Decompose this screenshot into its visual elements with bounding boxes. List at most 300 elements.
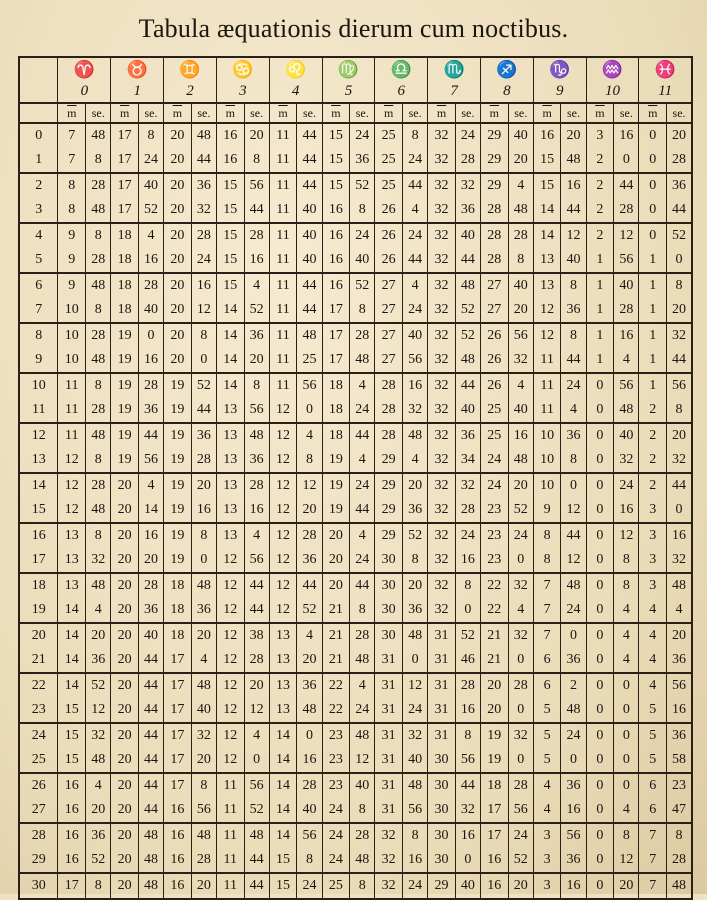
- minutes-cell: 2: [639, 448, 667, 473]
- minutes-cell: 14: [216, 323, 244, 348]
- minutes-cell: 0: [639, 223, 667, 248]
- minutes-cell: 29: [375, 448, 403, 473]
- minutes-cell: 32: [375, 848, 403, 873]
- minutes-cell: 17: [480, 798, 508, 823]
- minutes-cell: 23: [480, 548, 508, 573]
- seconds-cell: 52: [191, 373, 216, 398]
- minutes-cell: 20: [164, 198, 192, 223]
- seconds-cell: 20: [614, 873, 639, 899]
- seconds-cell: 28: [614, 198, 639, 223]
- seconds-cell: 28: [614, 298, 639, 323]
- seconds-cell: 36: [86, 648, 111, 673]
- day-number: 20: [19, 623, 58, 648]
- seconds-cell: 32: [86, 723, 111, 748]
- seconds-cell: 48: [191, 673, 216, 698]
- sign-number: 5: [322, 80, 375, 103]
- minutes-cell: 1: [639, 273, 667, 298]
- minutes-cell: 11: [269, 248, 297, 273]
- seconds-cell: 20: [297, 648, 322, 673]
- minutes-cell: 20: [164, 273, 192, 298]
- minutes-cell: 11: [216, 823, 244, 848]
- minutes-cell: 12: [216, 673, 244, 698]
- seconds-cell: 56: [508, 323, 533, 348]
- minutes-cell: 19: [480, 723, 508, 748]
- seconds-cell: 8: [667, 398, 692, 423]
- seconds-cell: 16: [508, 423, 533, 448]
- minutes-cell: 20: [111, 573, 139, 598]
- seconds-cell: 40: [138, 173, 163, 198]
- minutes-cell: 32: [428, 423, 456, 448]
- day-number: 17: [19, 548, 58, 573]
- minutes-cell: 32: [428, 148, 456, 173]
- seconds-cell: 20: [508, 873, 533, 899]
- seconds-cell: 56: [561, 823, 586, 848]
- seconds-cell: 36: [403, 498, 428, 523]
- seconds-cell: 20: [191, 748, 216, 773]
- minutes-cell: 32: [428, 248, 456, 273]
- minutes-cell: 11: [216, 848, 244, 873]
- sign-symbol: ♒: [586, 57, 639, 80]
- day-number: 7: [19, 298, 58, 323]
- minutes-cell: 17: [111, 148, 139, 173]
- seconds-cell: 8: [614, 573, 639, 598]
- minutes-cell: 19: [322, 473, 350, 498]
- unit-minutes-label: $\overline{m}$: [111, 103, 139, 123]
- minutes-cell: 32: [428, 548, 456, 573]
- seconds-cell: 36: [138, 398, 163, 423]
- minutes-cell: 20: [111, 523, 139, 548]
- minutes-cell: 16: [480, 848, 508, 873]
- minutes-cell: 28: [480, 248, 508, 273]
- table-row: [19, 473, 692, 498]
- table-row: [19, 598, 692, 623]
- minutes-cell: 12: [216, 573, 244, 598]
- day-number: 22: [19, 673, 58, 698]
- minutes-cell: 20: [111, 548, 139, 573]
- minutes-cell: 0: [586, 423, 614, 448]
- seconds-cell: 16: [244, 498, 269, 523]
- seconds-cell: 16: [614, 123, 639, 148]
- table-row: [19, 548, 692, 573]
- minutes-cell: 19: [111, 423, 139, 448]
- minutes-cell: 18: [322, 423, 350, 448]
- minutes-cell: 18: [164, 598, 192, 623]
- minutes-cell: 9: [58, 273, 86, 298]
- seconds-cell: 8: [350, 798, 375, 823]
- seconds-cell: 4: [138, 223, 163, 248]
- minutes-cell: 12: [269, 423, 297, 448]
- minutes-cell: 32: [428, 448, 456, 473]
- seconds-cell: 48: [191, 123, 216, 148]
- minutes-cell: 24: [322, 848, 350, 873]
- seconds-cell: 8: [455, 723, 480, 748]
- minutes-cell: 8: [533, 523, 561, 548]
- unit-minutes-label: $\overline{m}$: [216, 103, 244, 123]
- seconds-cell: 8: [191, 323, 216, 348]
- seconds-cell: 8: [350, 873, 375, 899]
- minutes-cell: 30: [375, 598, 403, 623]
- minutes-cell: 32: [428, 298, 456, 323]
- seconds-cell: 48: [403, 623, 428, 648]
- minutes-cell: 0: [586, 473, 614, 498]
- seconds-cell: 48: [138, 823, 163, 848]
- minutes-cell: 0: [586, 698, 614, 723]
- seconds-cell: 0: [614, 148, 639, 173]
- day-number: 15: [19, 498, 58, 523]
- minutes-cell: 13: [269, 648, 297, 673]
- minutes-cell: 30: [428, 773, 456, 798]
- seconds-cell: 28: [508, 223, 533, 248]
- sign-number: 10: [586, 80, 639, 103]
- minutes-cell: 19: [164, 373, 192, 398]
- seconds-cell: 44: [244, 873, 269, 899]
- minutes-cell: 11: [269, 173, 297, 198]
- seconds-cell: 24: [455, 523, 480, 548]
- minutes-cell: 0: [639, 123, 667, 148]
- seconds-cell: 36: [297, 548, 322, 573]
- minutes-cell: 21: [480, 648, 508, 673]
- unit-minutes-label: $\overline{m}$: [375, 103, 403, 123]
- minutes-cell: 2: [586, 223, 614, 248]
- minutes-cell: 10: [533, 423, 561, 448]
- minutes-cell: 17: [164, 773, 192, 798]
- seconds-cell: 8: [561, 323, 586, 348]
- seconds-cell: 48: [86, 273, 111, 298]
- seconds-cell: 36: [244, 448, 269, 473]
- minutes-cell: 29: [375, 498, 403, 523]
- seconds-cell: 36: [667, 723, 692, 748]
- minutes-cell: 7: [533, 598, 561, 623]
- corner-cell: [19, 80, 58, 103]
- minutes-cell: 3: [533, 873, 561, 899]
- seconds-cell: 16: [667, 698, 692, 723]
- seconds-cell: 40: [403, 323, 428, 348]
- minutes-cell: 12: [216, 698, 244, 723]
- minutes-cell: 31: [375, 698, 403, 723]
- minutes-cell: 20: [322, 548, 350, 573]
- table-row: [19, 248, 692, 273]
- table-row: [19, 573, 692, 598]
- minutes-cell: 14: [269, 723, 297, 748]
- minutes-cell: 16: [216, 123, 244, 148]
- minutes-cell: 10: [533, 473, 561, 498]
- minutes-cell: 1: [586, 298, 614, 323]
- minutes-cell: 0: [586, 523, 614, 548]
- minutes-cell: 15: [216, 248, 244, 273]
- minutes-cell: 30: [428, 798, 456, 823]
- seconds-cell: 12: [297, 473, 322, 498]
- minutes-cell: 25: [375, 173, 403, 198]
- minutes-cell: 4: [639, 648, 667, 673]
- seconds-cell: 16: [614, 498, 639, 523]
- seconds-cell: 28: [191, 223, 216, 248]
- minutes-cell: 32: [428, 323, 456, 348]
- minutes-cell: 13: [58, 548, 86, 573]
- seconds-cell: 32: [508, 573, 533, 598]
- seconds-cell: 36: [297, 673, 322, 698]
- minutes-cell: 20: [164, 123, 192, 148]
- seconds-cell: 36: [667, 173, 692, 198]
- seconds-cell: 20: [667, 123, 692, 148]
- minutes-cell: 12: [216, 648, 244, 673]
- minutes-cell: 11: [269, 273, 297, 298]
- seconds-cell: 36: [561, 648, 586, 673]
- seconds-cell: 4: [614, 348, 639, 373]
- day-number: 21: [19, 648, 58, 673]
- unit-minutes-label: $\overline{m}$: [480, 103, 508, 123]
- minutes-cell: 17: [322, 323, 350, 348]
- unit-minutes-label: $\overline{m}$: [428, 103, 456, 123]
- day-number: 29: [19, 848, 58, 873]
- minutes-cell: 31: [375, 773, 403, 798]
- seconds-cell: 24: [614, 473, 639, 498]
- seconds-cell: 40: [297, 198, 322, 223]
- table-row: [19, 523, 692, 548]
- table-row: [19, 273, 692, 298]
- seconds-cell: 12: [561, 498, 586, 523]
- minutes-cell: 13: [269, 623, 297, 648]
- seconds-cell: 48: [86, 573, 111, 598]
- seconds-cell: 8: [86, 448, 111, 473]
- table-row: [19, 398, 692, 423]
- minutes-cell: 27: [375, 323, 403, 348]
- minutes-cell: 20: [111, 798, 139, 823]
- seconds-cell: 44: [561, 348, 586, 373]
- seconds-cell: 8: [403, 123, 428, 148]
- seconds-cell: 12: [191, 298, 216, 323]
- minutes-cell: 13: [269, 673, 297, 698]
- seconds-cell: 8: [350, 598, 375, 623]
- minutes-cell: 27: [375, 298, 403, 323]
- day-number: 1: [19, 148, 58, 173]
- seconds-cell: 48: [508, 198, 533, 223]
- seconds-cell: 40: [508, 273, 533, 298]
- seconds-cell: 28: [508, 773, 533, 798]
- seconds-cell: 44: [244, 573, 269, 598]
- seconds-cell: 12: [561, 548, 586, 573]
- minutes-cell: 12: [269, 573, 297, 598]
- seconds-cell: 36: [667, 648, 692, 673]
- seconds-cell: 44: [350, 498, 375, 523]
- seconds-cell: 24: [350, 223, 375, 248]
- seconds-cell: 40: [455, 223, 480, 248]
- seconds-cell: 12: [614, 223, 639, 248]
- seconds-cell: 32: [667, 548, 692, 573]
- minutes-cell: 31: [428, 623, 456, 648]
- minutes-cell: 12: [216, 598, 244, 623]
- minutes-cell: 12: [269, 548, 297, 573]
- seconds-cell: 48: [561, 698, 586, 723]
- seconds-cell: 32: [508, 348, 533, 373]
- seconds-cell: 20: [508, 298, 533, 323]
- minutes-cell: 1: [639, 323, 667, 348]
- seconds-cell: 52: [667, 223, 692, 248]
- minutes-cell: 16: [58, 848, 86, 873]
- seconds-cell: 20: [297, 498, 322, 523]
- seconds-cell: 28: [191, 848, 216, 873]
- minutes-cell: 31: [375, 673, 403, 698]
- seconds-cell: 32: [614, 448, 639, 473]
- seconds-cell: 44: [138, 773, 163, 798]
- minutes-cell: 2: [639, 398, 667, 423]
- seconds-cell: 44: [455, 373, 480, 398]
- unit-minutes-label: $\overline{m}$: [586, 103, 614, 123]
- seconds-cell: 48: [86, 123, 111, 148]
- sign-symbol: ♎: [375, 57, 428, 80]
- seconds-cell: 24: [350, 123, 375, 148]
- minutes-cell: 26: [480, 348, 508, 373]
- seconds-cell: 28: [244, 223, 269, 248]
- seconds-cell: 4: [403, 273, 428, 298]
- seconds-cell: 28: [138, 373, 163, 398]
- day-number: 19: [19, 598, 58, 623]
- table-row: [19, 648, 692, 673]
- minutes-cell: 9: [58, 223, 86, 248]
- seconds-cell: 46: [455, 648, 480, 673]
- minutes-cell: 18: [111, 223, 139, 248]
- minutes-cell: 15: [216, 223, 244, 248]
- table-row: [19, 348, 692, 373]
- seconds-cell: 56: [244, 773, 269, 798]
- seconds-cell: 20: [86, 623, 111, 648]
- seconds-cell: 44: [667, 473, 692, 498]
- minutes-cell: 0: [586, 723, 614, 748]
- minutes-cell: 20: [111, 673, 139, 698]
- minutes-cell: 27: [375, 273, 403, 298]
- table-row: [19, 148, 692, 173]
- seconds-cell: 16: [561, 873, 586, 899]
- seconds-cell: 56: [297, 373, 322, 398]
- minutes-cell: 29: [375, 473, 403, 498]
- seconds-cell: 28: [191, 448, 216, 473]
- minutes-cell: 26: [480, 323, 508, 348]
- minutes-cell: 32: [428, 398, 456, 423]
- minutes-cell: 16: [322, 198, 350, 223]
- seconds-cell: 58: [667, 748, 692, 773]
- seconds-cell: 4: [86, 598, 111, 623]
- sign-number: 1: [111, 80, 164, 103]
- day-number: 26: [19, 773, 58, 798]
- minutes-cell: 24: [322, 823, 350, 848]
- minutes-cell: 20: [111, 748, 139, 773]
- minutes-cell: 0: [639, 198, 667, 223]
- minutes-cell: 15: [58, 723, 86, 748]
- minutes-cell: 20: [111, 773, 139, 798]
- seconds-cell: 56: [244, 173, 269, 198]
- day-number: 5: [19, 248, 58, 273]
- seconds-cell: 52: [86, 848, 111, 873]
- minutes-cell: 11: [216, 773, 244, 798]
- day-number: 8: [19, 323, 58, 348]
- seconds-cell: 28: [86, 248, 111, 273]
- unit-seconds-label: se.: [561, 103, 586, 123]
- minutes-cell: 22: [322, 673, 350, 698]
- minutes-cell: 17: [322, 348, 350, 373]
- seconds-cell: 28: [86, 173, 111, 198]
- minutes-cell: 30: [375, 573, 403, 598]
- seconds-cell: 32: [403, 398, 428, 423]
- minutes-cell: 9: [533, 498, 561, 523]
- seconds-cell: 56: [138, 448, 163, 473]
- minutes-cell: 16: [322, 273, 350, 298]
- seconds-cell: 0: [614, 698, 639, 723]
- sign-symbol: ♉: [111, 57, 164, 80]
- seconds-cell: 8: [86, 298, 111, 323]
- minutes-cell: 14: [269, 823, 297, 848]
- minutes-cell: 15: [269, 848, 297, 873]
- seconds-cell: 44: [667, 198, 692, 223]
- seconds-cell: 24: [403, 698, 428, 723]
- minutes-cell: 31: [428, 698, 456, 723]
- minutes-cell: 13: [216, 498, 244, 523]
- minutes-cell: 13: [216, 448, 244, 473]
- minutes-cell: 30: [428, 848, 456, 873]
- seconds-cell: 40: [191, 698, 216, 723]
- minutes-cell: 28: [375, 373, 403, 398]
- minutes-cell: 7: [639, 823, 667, 848]
- minutes-cell: 0: [639, 148, 667, 173]
- minutes-cell: 23: [322, 723, 350, 748]
- unit-seconds-label: se.: [191, 103, 216, 123]
- minutes-cell: 3: [639, 523, 667, 548]
- minutes-cell: 11: [269, 198, 297, 223]
- seconds-cell: 12: [350, 748, 375, 773]
- seconds-cell: 40: [614, 423, 639, 448]
- seconds-cell: 24: [561, 598, 586, 623]
- sign-number: 6: [375, 80, 428, 103]
- minutes-cell: 13: [533, 273, 561, 298]
- minutes-cell: 12: [58, 498, 86, 523]
- seconds-cell: 0: [667, 498, 692, 523]
- minutes-cell: 17: [164, 673, 192, 698]
- seconds-cell: 36: [138, 598, 163, 623]
- seconds-cell: 28: [86, 323, 111, 348]
- minutes-cell: 26: [375, 248, 403, 273]
- day-number: 28: [19, 823, 58, 848]
- seconds-cell: 36: [455, 423, 480, 448]
- seconds-cell: 36: [403, 598, 428, 623]
- seconds-cell: 4: [403, 448, 428, 473]
- seconds-cell: 40: [350, 773, 375, 798]
- minutes-cell: 0: [586, 498, 614, 523]
- seconds-cell: 28: [86, 398, 111, 423]
- minutes-cell: 11: [269, 223, 297, 248]
- unit-seconds-label: se.: [403, 103, 428, 123]
- minutes-cell: 3: [533, 848, 561, 873]
- minutes-cell: 12: [533, 298, 561, 323]
- seconds-cell: 24: [138, 148, 163, 173]
- seconds-cell: 56: [455, 748, 480, 773]
- minutes-cell: 28: [375, 398, 403, 423]
- seconds-cell: 48: [350, 648, 375, 673]
- minutes-cell: 0: [586, 798, 614, 823]
- seconds-cell: 48: [561, 573, 586, 598]
- seconds-cell: 20: [244, 673, 269, 698]
- minutes-cell: 26: [375, 198, 403, 223]
- minutes-cell: 12: [216, 548, 244, 573]
- minutes-cell: 13: [58, 573, 86, 598]
- minutes-cell: 28: [480, 223, 508, 248]
- seconds-cell: 56: [297, 823, 322, 848]
- seconds-cell: 12: [614, 523, 639, 548]
- table-row: [19, 623, 692, 648]
- sign-symbol: ♏: [428, 57, 481, 80]
- seconds-cell: 0: [138, 323, 163, 348]
- seconds-cell: 24: [403, 298, 428, 323]
- seconds-cell: 28: [138, 273, 163, 298]
- seconds-cell: 24: [350, 698, 375, 723]
- seconds-cell: 28: [350, 823, 375, 848]
